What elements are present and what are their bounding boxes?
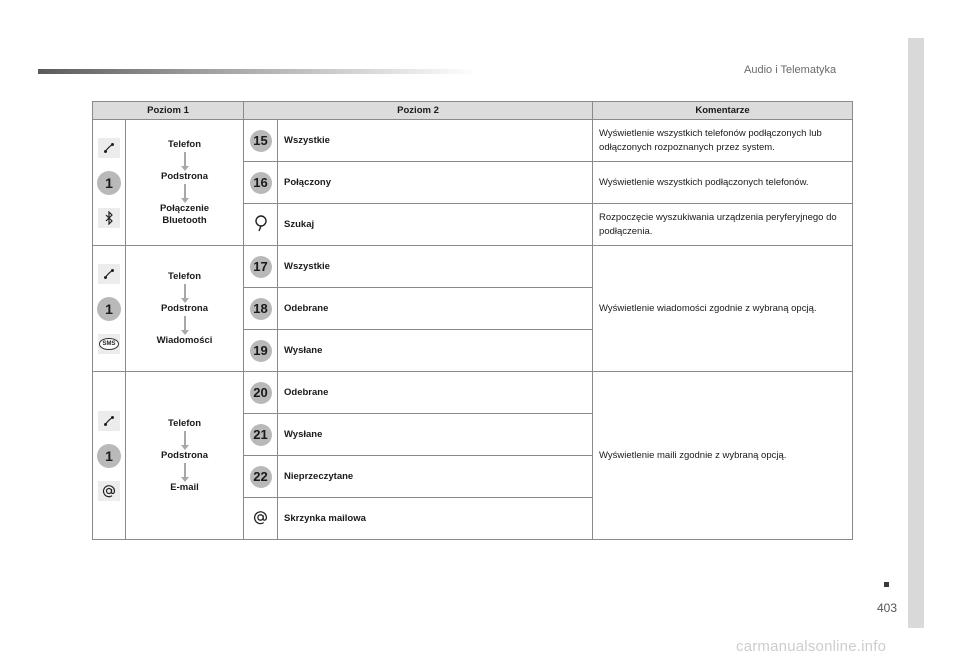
menu-table [92,101,853,540]
arrow-down-icon [184,184,186,200]
step-label: Podstrona [161,302,208,314]
level1-steps [126,372,244,540]
step-label: Podstrona [161,170,208,182]
marker-16: 16 [250,172,272,194]
phone-icon [98,411,120,431]
arrow-down-icon [184,431,186,447]
header-gradient-bar [38,69,478,74]
chapter-title: Audio i Telematyka [744,64,837,76]
level1-icons [93,246,126,372]
row-comment: Wyświetlenie wszystkich telefonów podłączonych lub odłączonych rozpoznanych przez system. [593,120,853,162]
marker-15: 15 [250,130,272,152]
level1-number: 1 [97,171,121,195]
sms-icon [98,334,120,354]
table-row [93,372,853,414]
row-comment: Wyświetlenie wszystkich podłączonych telefonów. [593,162,853,204]
level1-icons [93,120,126,246]
row-label: Wysłane [278,414,593,456]
marker-20: 20 [250,382,272,404]
search-icon [253,224,269,235]
row-label: Wszystkie [278,246,593,288]
level1-steps [126,246,244,372]
arrow-down-icon [184,152,186,168]
row-comment: Rozpoczęcie wyszukiwania urządzenia peryferyjnego do podłączenia. [593,204,853,246]
marker-21: 21 [250,424,272,446]
level1-number: 1 [97,297,121,321]
step-label: Wiadomości [156,334,213,346]
row-label: Skrzynka mailowa [278,498,593,540]
step-label: Telefon [167,417,202,429]
level1-steps [126,120,244,246]
phone-icon [98,264,120,284]
step-label: E-mail [170,481,199,493]
bluetooth-icon [98,208,120,228]
marker-18: 18 [250,298,272,320]
marker-17: 17 [250,256,272,278]
row-label: Szukaj [278,204,593,246]
column-header-level2: Poziom 2 [244,102,593,120]
row-label: Połączony [278,162,593,204]
arrow-down-icon [184,284,186,300]
level1-number: 1 [97,444,121,468]
table-header-row [93,102,853,120]
phone-icon [98,138,120,158]
at-icon [98,481,120,501]
step-label: Podstrona [161,449,208,461]
table-row [93,120,853,162]
marker-22: 22 [250,466,272,488]
watermark: carmanualsonline.info [736,638,887,655]
level1-icons [93,372,126,540]
at-icon [253,517,268,528]
sms-label: SMS [99,338,118,350]
row-label: Wszystkie [278,120,593,162]
arrow-down-icon [184,463,186,479]
marker-19: 19 [250,340,272,362]
row-label: Odebrane [278,372,593,414]
step-label: Połączenie Bluetooth [159,202,210,226]
row-label: Wysłane [278,330,593,372]
step-label: Telefon [167,138,202,150]
row-label: Nieprzeczytane [278,456,593,498]
arrow-down-icon [184,316,186,332]
row-comment: Wyświetlenie maili zgodnie z wybraną opcją. [593,372,853,540]
row-comment: Wyświetlenie wiadomości zgodnie z wybraną opcją. [593,246,853,372]
table-row [93,246,853,288]
step-label: Telefon [167,270,202,282]
row-label: Odebrane [278,288,593,330]
page-number: 403 [877,601,898,615]
side-strip [908,38,924,628]
column-header-comments: Komentarze [593,102,853,120]
page-marker-dot [884,582,889,587]
column-header-level1: Poziom 1 [93,102,244,120]
